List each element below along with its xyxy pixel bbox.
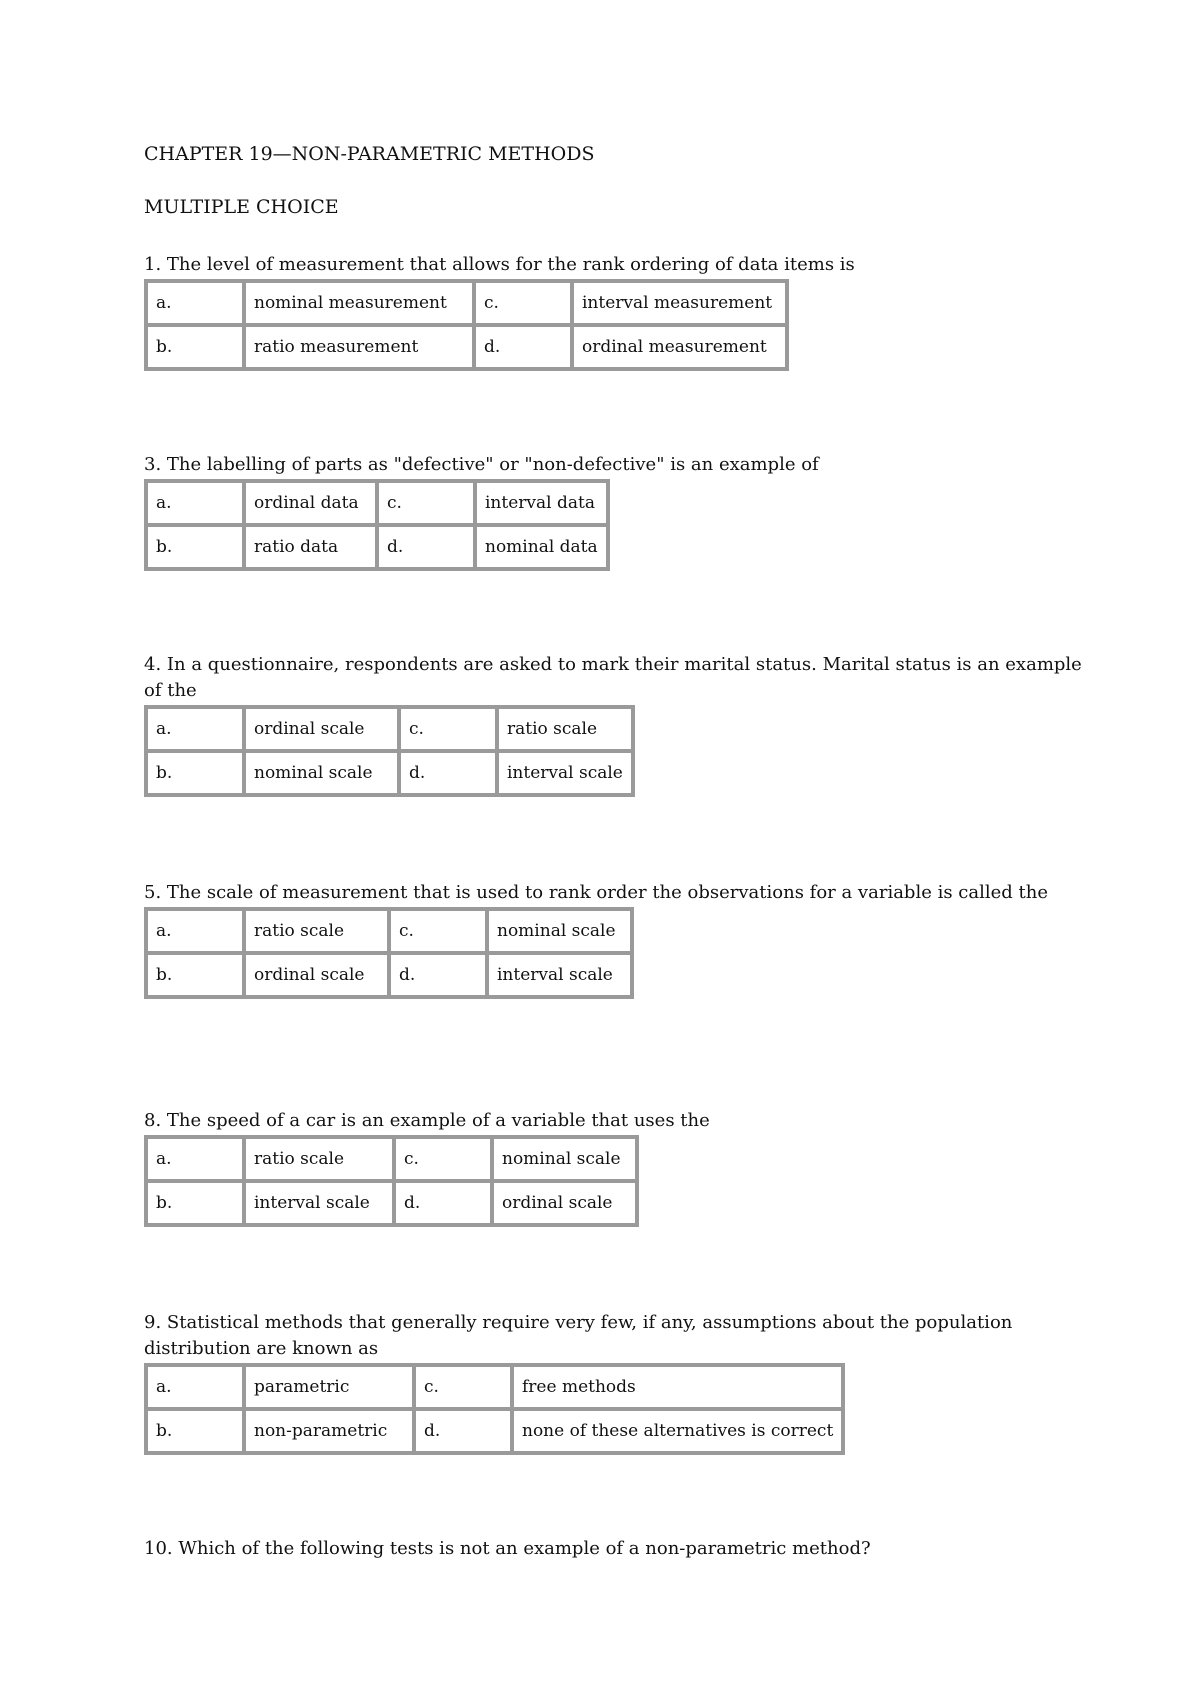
option-text: nominal scale <box>244 751 399 795</box>
option-label: c. <box>399 707 497 751</box>
option-text: ratio measurement <box>244 325 474 369</box>
options-row <box>146 909 632 953</box>
answer-options-table <box>144 705 635 797</box>
question-4 <box>144 652 1084 797</box>
options-row <box>146 1181 637 1225</box>
option-text: interval scale <box>244 1181 394 1225</box>
option-text: ratio scale <box>244 909 389 953</box>
options-row <box>146 707 633 751</box>
options-row <box>146 953 632 997</box>
option-text: ordinal scale <box>492 1181 637 1225</box>
option-text: nominal data <box>475 525 608 569</box>
chapter-title: CHAPTER 19—NON-PARAMETRIC METHODS <box>144 143 595 165</box>
answer-options-table <box>144 1363 845 1455</box>
option-text: nominal scale <box>487 909 632 953</box>
question-text: 1. The level of measurement that allows for the rank ordering of data items is <box>144 254 855 275</box>
question-10 <box>144 1536 1084 1562</box>
answer-options-table <box>144 1135 639 1227</box>
options-row <box>146 1365 843 1409</box>
options-row <box>146 525 608 569</box>
option-text: interval scale <box>487 953 632 997</box>
question-9 <box>144 1310 1084 1455</box>
option-label: c. <box>389 909 487 953</box>
section-title: MULTIPLE CHOICE <box>144 196 339 218</box>
option-text: interval scale <box>497 751 633 795</box>
option-text: ratio scale <box>244 1137 394 1181</box>
option-text: non-parametric <box>244 1409 414 1453</box>
option-label: a. <box>146 707 244 751</box>
option-text: free methods <box>512 1365 843 1409</box>
option-label: a. <box>146 1137 244 1181</box>
option-text: none of these alternatives is correct <box>512 1409 843 1453</box>
option-label: a. <box>146 281 244 325</box>
options-row <box>146 481 608 525</box>
option-text: interval data <box>475 481 608 525</box>
question-text: 3. The labelling of parts as "defective" or "non-defective" is an example of <box>144 454 819 475</box>
answer-options-table <box>144 279 789 371</box>
option-text: nominal measurement <box>244 281 474 325</box>
option-label: c. <box>377 481 475 525</box>
option-label: b. <box>146 325 244 369</box>
options-row <box>146 1409 843 1453</box>
option-label: b. <box>146 1409 244 1453</box>
question-text: 10. Which of the following tests is not an example of a non-parametric method? <box>144 1538 871 1559</box>
question-text: 5. The scale of measurement that is used to rank order the observations for a variable is called the <box>144 882 1048 903</box>
option-label: a. <box>146 909 244 953</box>
option-label: b. <box>146 525 244 569</box>
options-row <box>146 751 633 795</box>
question-text: 4. In a questionnaire, respondents are asked to mark their marital status. Marital status is an example of the <box>144 654 1082 701</box>
options-row <box>146 325 787 369</box>
option-text: ratio scale <box>497 707 633 751</box>
option-label: d. <box>414 1409 512 1453</box>
option-text: parametric <box>244 1365 414 1409</box>
option-label: c. <box>414 1365 512 1409</box>
option-label: a. <box>146 1365 244 1409</box>
option-text: ordinal scale <box>244 953 389 997</box>
option-label: b. <box>146 1181 244 1225</box>
options-row <box>146 1137 637 1181</box>
answer-options-table <box>144 479 610 571</box>
question-5 <box>144 880 1084 999</box>
option-label: d. <box>389 953 487 997</box>
options-row <box>146 281 787 325</box>
question-text: 8. The speed of a car is an example of a variable that uses the <box>144 1110 710 1131</box>
question-1 <box>144 252 1084 371</box>
option-label: a. <box>146 481 244 525</box>
option-label: c. <box>474 281 572 325</box>
option-text: ordinal data <box>244 481 377 525</box>
question-8 <box>144 1108 1084 1227</box>
option-label: b. <box>146 751 244 795</box>
option-label: c. <box>394 1137 492 1181</box>
option-label: d. <box>394 1181 492 1225</box>
option-label: d. <box>474 325 572 369</box>
question-text: 9. Statistical methods that generally require very few, if any, assumptions about the population distribution are known as <box>144 1312 1013 1359</box>
answer-options-table <box>144 907 634 999</box>
option-text: ordinal scale <box>244 707 399 751</box>
option-text: ordinal measurement <box>572 325 787 369</box>
option-text: interval measurement <box>572 281 787 325</box>
option-text: nominal scale <box>492 1137 637 1181</box>
question-3 <box>144 452 1084 571</box>
option-label: d. <box>377 525 475 569</box>
option-text: ratio data <box>244 525 377 569</box>
option-label: d. <box>399 751 497 795</box>
option-label: b. <box>146 953 244 997</box>
